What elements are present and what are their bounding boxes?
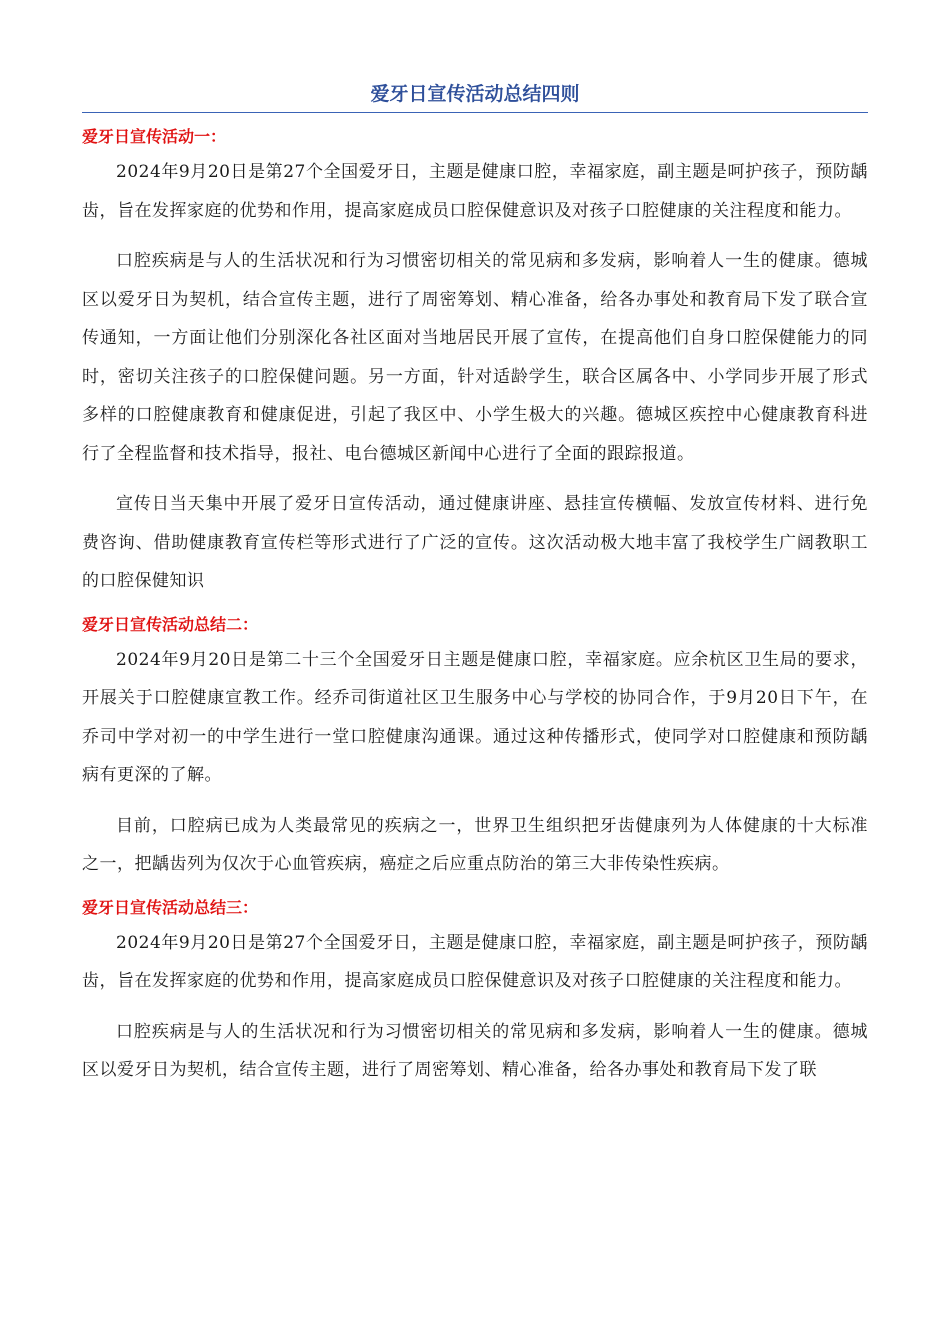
section-heading: 爱牙日宣传活动一： [82,127,227,146]
section-heading: 爱牙日宣传活动总结二： [82,614,259,634]
paragraph: 2024年9月20日是第27个全国爱牙日，主题是健康口腔，幸福家庭，副主题是呵护孩子，预防龋齿，旨在发挥家庭的优势和作用，提高家庭成员口腔保健意识及对孩子口腔健康的关注程度和能力。 [82,162,868,221]
section-3 [82,896,868,1090]
paragraph: 口腔疾病是与人的生活状况和行为习惯密切相关的常见病和多发病，影响着人一生的健康。德城区以爱牙日为契机，结合宣传主题，进行了周密筹划、精心准备，给各办事处和教育局下发了联 [82,1021,868,1080]
paragraph: 2024年9月20日是第二十三个全国爱牙日主题是健康口腔，幸福家庭。应余杭区卫生局的要求，开展关于口腔健康宣教工作。经乔司街道社区卫生服务中心与学校的协同合作，于9月20日下午，在乔司中学对初一的中学生进行一堂口腔健康沟通课。通过这种传播形式，使同学对口腔健康和预防龋病有更深的了解。 [82,649,868,785]
document-title: 爱牙日宣传活动总结四则 [82,78,868,113]
paragraph: 目前，口腔病已成为人类最常见的疾病之一，世界卫生组织把牙齿健康列为人体健康的十大标准之一，把龋齿列为仅次于心血管疾病，癌症之后应重点防治的第三大非传染性疾病。 [82,815,868,874]
paragraph: 口腔疾病是与人的生活状况和行为习惯密切相关的常见病和多发病，影响着人一生的健康。德城区以爱牙日为契机，结合宣传主题，进行了周密筹划、精心准备，给各办事处和教育局下发了联合宣传通知，一方面让他们分别深化各社区面对当地居民开展了宣传，在提高他们自身口腔保健能力的同时，密切关注孩子的口腔保健问题。另一方面，针对适龄学生，联合区属各中、小学同步开展了形式多样的口腔健康教育和健康促进，引起了我区中、小学生极大的兴趣。德城区疾控中心健康教育科进行了全程监督和技术指导，报社、电台德城区新闻中心进行了全面的跟踪报道。 [82,251,868,464]
paragraph: 宣传日当天集中开展了爱牙日宣传活动，通过健康讲座、悬挂宣传横幅、发放宣传材料、进行免费咨询、借助健康教育宣传栏等形式进行了广泛的宣传。这次活动极大地丰富了我校学生广阔教职工的口腔保健知识 [82,494,868,591]
section-1 [82,125,868,601]
paragraph: 2024年9月20日是第27个全国爱牙日，主题是健康口腔，幸福家庭，副主题是呵护孩子，预防龋齿，旨在发挥家庭的优势和作用，提高家庭成员口腔保健意识及对孩子口腔健康的关注程度和能力。 [82,932,868,991]
document-page [82,78,868,1098]
section-2 [82,613,868,884]
section-heading: 爱牙日宣传活动总结三： [82,897,259,917]
